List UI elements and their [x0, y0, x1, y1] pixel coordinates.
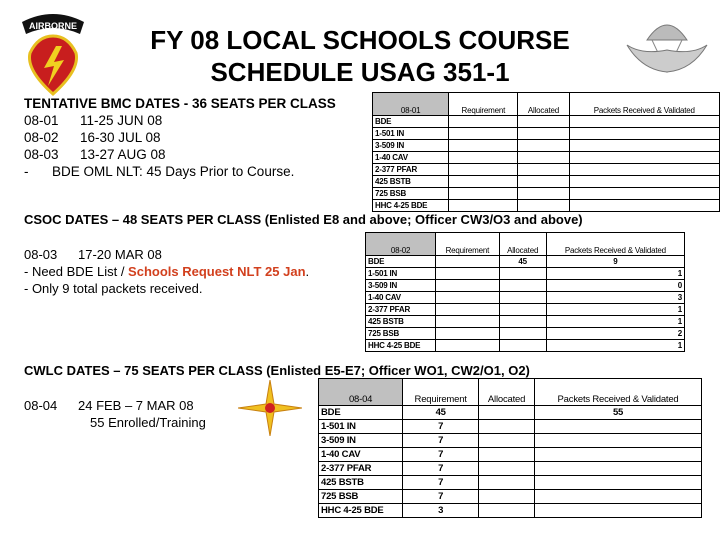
svg-text:AIRBORNE: AIRBORNE — [28, 21, 78, 31]
table-row — [366, 280, 685, 292]
table-row — [366, 328, 685, 340]
value-cell: 7 — [403, 462, 479, 476]
value-cell — [479, 490, 535, 504]
value-cell — [499, 280, 546, 292]
value-cell — [499, 340, 546, 352]
value-cell — [535, 504, 702, 518]
value-cell — [569, 140, 719, 152]
value-cell — [535, 476, 702, 490]
value-cell — [449, 200, 518, 212]
cwlc-details: 08-04 24 FEB – 7 MAR 08 55 Enrolled/Training — [24, 398, 206, 430]
unit-cell: BDE — [319, 406, 403, 420]
value-cell — [535, 462, 702, 476]
column-header: Packets Received & Validated — [569, 93, 719, 116]
value-cell — [479, 504, 535, 518]
table-row — [319, 406, 702, 420]
table-row — [319, 490, 702, 504]
unit-cell: BDE — [366, 256, 436, 268]
value-cell: 7 — [403, 448, 479, 462]
value-cell — [499, 304, 546, 316]
unit-cell: HHC 4-25 BDE — [366, 340, 436, 352]
value-cell: 2 — [546, 328, 684, 340]
value-cell — [499, 328, 546, 340]
table-row — [373, 140, 720, 152]
value-cell: 7 — [403, 434, 479, 448]
column-header: Allocated — [499, 233, 546, 256]
value-cell — [499, 292, 546, 304]
bmc-line: 08-01 11-25 JUN 08 — [24, 113, 163, 128]
value-cell — [535, 490, 702, 504]
value-cell — [436, 340, 499, 352]
airborne-division-patch-logo — [18, 8, 88, 98]
value-cell — [449, 176, 518, 188]
value-cell: 1 — [546, 304, 684, 316]
value-cell: 55 — [535, 406, 702, 420]
table-row — [373, 164, 720, 176]
unit-cell: HHC 4-25 BDE — [319, 504, 403, 518]
unit-cell: 2-377 PFAR — [373, 164, 449, 176]
parachutist-badge-logo — [622, 10, 712, 82]
page-title: FY 08 LOCAL SCHOOLS COURSE SCHEDULE USAG 351-1 — [150, 25, 570, 87]
unit-cell: 1-501 IN — [319, 420, 403, 434]
value-cell — [569, 188, 719, 200]
value-cell — [518, 152, 569, 164]
value-cell — [518, 176, 569, 188]
value-cell: 45 — [403, 406, 479, 420]
value-cell: 7 — [403, 476, 479, 490]
value-cell — [449, 152, 518, 164]
csoc-heading: CSOC DATES – 48 SEATS PER CLASS (Enlisted E8 and above; Officer CW3/O3 and above) — [24, 212, 583, 227]
bmc-line: 08-02 16-30 JUL 08 — [24, 130, 161, 145]
value-cell — [436, 304, 499, 316]
value-cell: 1 — [546, 340, 684, 352]
unit-cell: 3-509 IN — [366, 280, 436, 292]
value-cell — [518, 164, 569, 176]
value-cell: 1 — [546, 268, 684, 280]
table-row — [373, 128, 720, 140]
table-header-row — [373, 93, 720, 116]
bmc-section — [24, 95, 336, 180]
unit-cell: 3-509 IN — [373, 140, 449, 152]
value-cell — [479, 448, 535, 462]
value-cell — [569, 176, 719, 188]
unit-cell: 1-40 CAV — [319, 448, 403, 462]
table-header-row — [366, 233, 685, 256]
value-cell — [436, 292, 499, 304]
value-cell — [449, 140, 518, 152]
table-row — [373, 152, 720, 164]
table-row — [366, 268, 685, 280]
unit-cell: 2-377 PFAR — [319, 462, 403, 476]
value-cell: 1 — [546, 316, 684, 328]
value-cell — [479, 476, 535, 490]
value-cell — [436, 280, 499, 292]
table-row — [366, 292, 685, 304]
column-header: Requirement — [449, 93, 518, 116]
table-row — [319, 476, 702, 490]
table-row — [319, 462, 702, 476]
value-cell — [449, 188, 518, 200]
table-row — [319, 434, 702, 448]
value-cell: 3 — [546, 292, 684, 304]
value-cell — [479, 406, 535, 420]
value-cell — [518, 128, 569, 140]
unit-cell: 1-501 IN — [373, 128, 449, 140]
column-header: Requirement — [436, 233, 499, 256]
unit-cell: BDE — [373, 116, 449, 128]
table-row — [319, 448, 702, 462]
table-row — [373, 188, 720, 200]
unit-cell: 725 BSB — [319, 490, 403, 504]
value-cell — [518, 116, 569, 128]
value-cell — [449, 128, 518, 140]
value-cell — [569, 116, 719, 128]
value-cell: 9 — [546, 256, 684, 268]
bmc-heading: TENTATIVE BMC DATES - 36 SEATS PER CLASS — [24, 96, 336, 111]
table-row — [366, 316, 685, 328]
value-cell — [436, 268, 499, 280]
value-cell — [449, 164, 518, 176]
cwlc-heading: CWLC DATES – 75 SEATS PER CLASS (Enlisted E5-E7; Officer WO1, CW2/O1, O2) — [24, 363, 530, 378]
value-cell — [479, 420, 535, 434]
unit-cell: 725 BSB — [366, 328, 436, 340]
value-cell — [535, 434, 702, 448]
unit-cell: 425 BSTB — [366, 316, 436, 328]
unit-cell: HHC 4-25 BDE — [373, 200, 449, 212]
value-cell — [479, 434, 535, 448]
value-cell — [535, 448, 702, 462]
value-cell — [569, 152, 719, 164]
value-cell: 3 — [403, 504, 479, 518]
csoc-table — [365, 232, 685, 352]
bmc-note: - BDE OML NLT: 45 Days Prior to Course. — [24, 164, 295, 179]
unit-cell: 2-377 PFAR — [366, 304, 436, 316]
class-code-header: 08-04 — [319, 379, 403, 406]
value-cell — [479, 462, 535, 476]
unit-cell: 1-501 IN — [366, 268, 436, 280]
star-icon — [238, 380, 302, 436]
table-row — [366, 340, 685, 352]
value-cell — [499, 268, 546, 280]
value-cell — [436, 328, 499, 340]
value-cell — [569, 128, 719, 140]
column-header: Allocated — [479, 379, 535, 406]
table-header-row — [319, 379, 702, 406]
class-code-header: 08-02 — [366, 233, 436, 256]
unit-cell: 425 BSTB — [319, 476, 403, 490]
table-row — [319, 504, 702, 518]
unit-cell: 1-40 CAV — [366, 292, 436, 304]
value-cell — [436, 256, 499, 268]
value-cell: 0 — [546, 280, 684, 292]
table-row — [373, 176, 720, 188]
value-cell: 45 — [499, 256, 546, 268]
column-header: Packets Received & Validated — [535, 379, 702, 406]
column-header: Packets Received & Validated — [546, 233, 684, 256]
value-cell — [518, 140, 569, 152]
column-header: Allocated — [518, 93, 569, 116]
table-row — [373, 200, 720, 212]
value-cell — [518, 188, 569, 200]
unit-cell: 425 BSTB — [373, 176, 449, 188]
unit-cell: 3-509 IN — [319, 434, 403, 448]
value-cell — [569, 164, 719, 176]
unit-cell: 1-40 CAV — [373, 152, 449, 164]
value-cell: 7 — [403, 490, 479, 504]
value-cell — [449, 116, 518, 128]
table-row — [373, 116, 720, 128]
table-row — [319, 420, 702, 434]
table-row — [366, 256, 685, 268]
value-cell — [436, 316, 499, 328]
value-cell — [499, 316, 546, 328]
csoc-details: 08-03 17-20 MAR 08 - Need BDE List / Schools Request NLT 25 Jan. - Only 9 total packets received. — [24, 247, 310, 296]
cwlc-table — [318, 378, 702, 518]
column-header: Requirement — [403, 379, 479, 406]
unit-cell: 725 BSB — [373, 188, 449, 200]
value-cell — [518, 200, 569, 212]
value-cell — [535, 420, 702, 434]
class-code-header: 08-01 — [373, 93, 449, 116]
table-row — [366, 304, 685, 316]
bmc-line: 08-03 13-27 AUG 08 — [24, 147, 166, 162]
value-cell: 7 — [403, 420, 479, 434]
value-cell — [569, 200, 719, 212]
bmc-table — [372, 92, 720, 212]
